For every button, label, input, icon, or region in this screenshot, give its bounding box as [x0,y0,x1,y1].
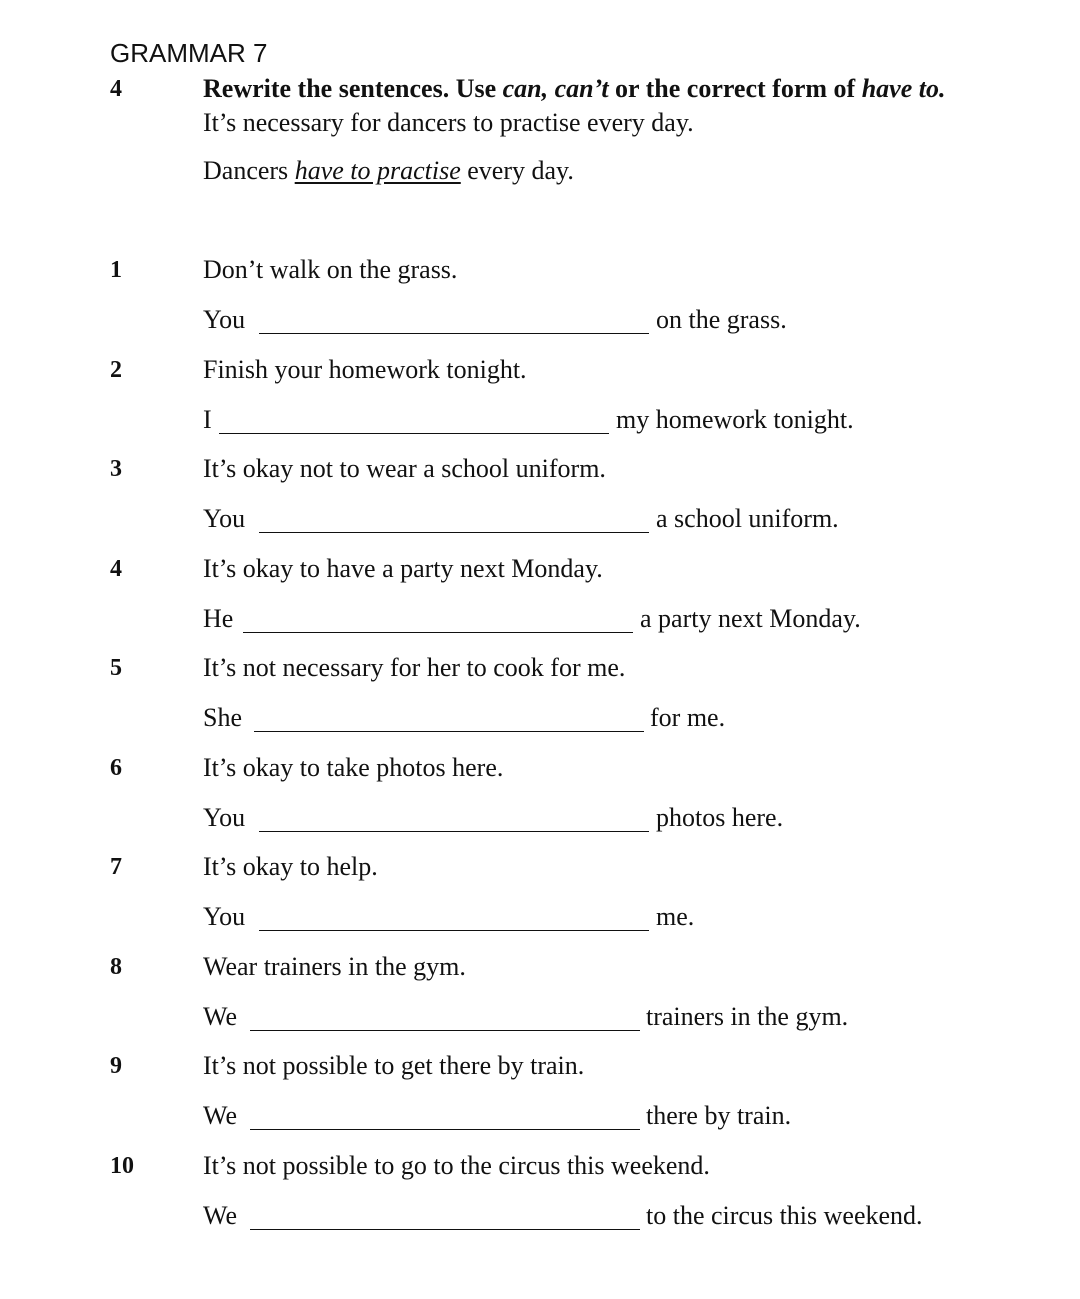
item-number: 6 [110,755,122,781]
example-answer-start: Dancers [203,156,295,185]
item-answer-start: I [203,405,212,434]
example-prompt: It’s necessary for dancers to practise every day. [203,108,694,137]
item-answer-end: trainers in the gym. [646,1002,849,1031]
item-prompt: It’s okay to take photos here. [203,753,504,782]
item-prompt: Don’t walk on the grass. [203,255,458,284]
item-prompt: Wear trainers in the gym. [203,952,466,981]
exercise-number: 4 [110,76,122,102]
item-number: 1 [110,257,122,283]
item-number: 2 [110,357,122,383]
item-number: 8 [110,954,122,980]
item-prompt: It’s not necessary for her to cook for me. [203,653,626,682]
item-prompt: Finish your homework tonight. [203,355,527,384]
item-answer-end: on the grass. [656,305,787,334]
page-title: GRAMMAR 7 [110,38,268,68]
instruction-modal-can: can, can’t [502,74,609,103]
example-answer-fill: have to practise [294,156,461,185]
item-answer-end: me. [656,902,695,931]
item-answer-start: We [203,1101,237,1130]
item-answer-start: We [203,1002,237,1031]
item-answer-start: We [203,1201,237,1230]
instruction-part: or the correct form of [608,74,862,103]
answer-blank[interactable] [259,532,649,533]
answer-blank[interactable] [250,1129,640,1130]
item-prompt: It’s okay to have a party next Monday. [203,554,603,583]
item-prompt: It’s not possible to get there by train. [203,1051,585,1080]
item-prompt: It’s not possible to go to the circus this weekend. [203,1151,710,1180]
answer-blank[interactable] [259,333,649,334]
item-number: 7 [110,854,122,880]
instruction-have-to: have to. [861,74,946,103]
answer-blank[interactable] [254,731,644,732]
example-answer [203,156,574,186]
item-answer-end: to the circus this weekend. [646,1201,923,1230]
answer-blank[interactable] [250,1030,640,1031]
answer-blank[interactable] [259,930,649,931]
example-answer-end: every day. [460,156,574,185]
item-answer-end: a school uniform. [656,504,839,533]
item-number: 4 [110,556,122,582]
answer-blank[interactable] [259,831,649,832]
item-number: 10 [110,1153,134,1179]
item-answer-end: photos here. [656,803,784,832]
item-answer-end: my homework tonight. [616,405,854,434]
item-answer-start: You [203,504,246,533]
item-number: 5 [110,655,122,681]
item-answer-start: You [203,803,246,832]
item-answer-start: She [203,703,242,732]
item-number: 3 [110,456,122,482]
answer-blank[interactable] [219,433,609,434]
answer-blank[interactable] [250,1229,640,1230]
item-number: 9 [110,1053,122,1079]
item-answer-end: a party next Monday. [640,604,861,633]
item-answer-end: there by train. [646,1101,792,1130]
answer-blank[interactable] [243,632,633,633]
item-answer-start: You [203,902,246,931]
item-answer-start: You [203,305,246,334]
item-prompt: It’s okay not to wear a school uniform. [203,454,606,483]
item-answer-end: for me. [650,703,726,732]
item-prompt: It’s okay to help. [203,852,378,881]
instruction-part: Rewrite the sentences. Use [203,74,503,103]
item-answer-start: He [203,604,234,633]
exercise-instruction [203,74,945,104]
